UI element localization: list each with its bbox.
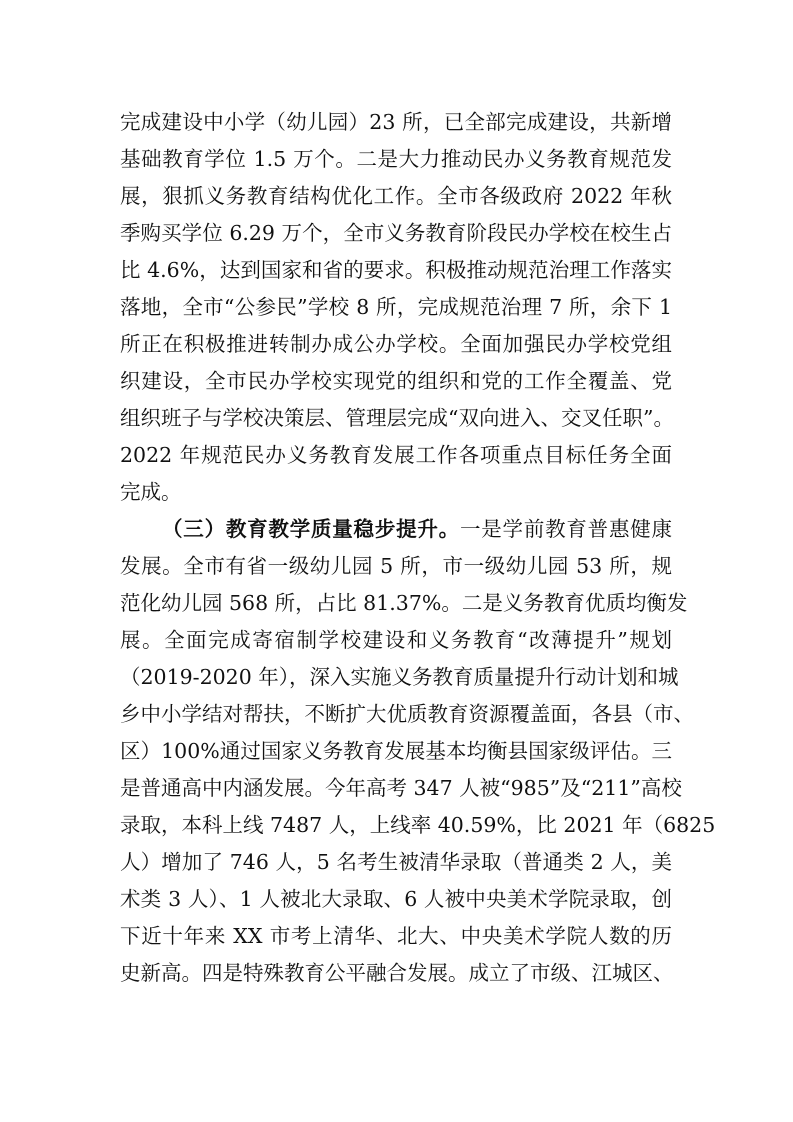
text-line: 下近十年来 XX 市考上清华、北大、中央美术学院人数的历	[120, 924, 672, 948]
text-line: （2019-2020 年），深入实施义务教育质量提升行动计划和城	[120, 665, 679, 689]
text-line: 史新高。四是特殊教育公平融合发展。成立了市级、江城区、	[120, 961, 674, 985]
text-line: 是普通高中内涵发展。今年高考 347 人被“985”及“211”高校	[120, 776, 682, 800]
text-line: 发展。全市有省一级幼儿园 5 所，市一级幼儿园 53 所，规	[120, 554, 672, 578]
paragraph-private-education	[120, 104, 672, 511]
paragraph-education-quality	[120, 511, 716, 992]
text-line: 所正在积极推进转制办成公办学校。全面加强民办学校党组	[120, 332, 672, 356]
text-line: 展。全面完成寄宿制学校建设和义务教育“改薄提升”规划	[120, 628, 672, 652]
text-line: 展，狠抓义务教育结构优化工作。全市各级政府 2022 年秋	[120, 184, 672, 208]
text-line: 录取，本科上线 7487 人，上线率 40.59%，比 2021 年（6825	[120, 813, 716, 837]
text-line: 完成建设中小学（幼儿园）23 所，已全部完成建设，共新增	[120, 110, 672, 134]
text-line: 乡中小学结对帮扶，不断扩大优质教育资源覆盖面，各县（市、	[120, 702, 694, 726]
text-line: 完成。	[120, 480, 182, 504]
text-line: 比 4.6%，达到国家和省的要求。积极推动规范治理工作落实	[120, 258, 672, 282]
section-heading: （三）教育教学质量稳步提升。	[162, 517, 460, 541]
section-heading-line	[120, 511, 672, 548]
text-line: 织建设，全市民办学校实现党的组织和党的工作全覆盖、党	[120, 369, 672, 393]
text-line: 2022 年规范民办义务教育发展工作各项重点目标任务全面	[120, 443, 672, 467]
text-line: 范化幼儿园 568 所，占比 81.37%。二是义务教育优质均衡发	[120, 591, 688, 615]
text-line: 区）100%通过国家义务教育发展基本均衡县国家级评估。三	[120, 739, 672, 763]
text-line: 基础教育学位 1.5 万个。二是大力推动民办义务教育规范发	[120, 147, 672, 171]
text-line: 落地，全市“公参民”学校 8 所，完成规范治理 7 所，余下 1	[120, 295, 672, 319]
text-line: 组织班子与学校决策层、管理层完成“双向进入、交叉任职”。	[120, 406, 674, 430]
text-line: 季购买学位 6.29 万个，全市义务教育阶段民办学校在校生占	[120, 221, 672, 245]
text-line: 人）增加了 746 人，5 名考生被清华录取（普通类 2 人，美	[120, 850, 672, 874]
text-line: 术类 3 人）、1 人被北大录取、6 人被中央美术学院录取，创	[120, 887, 672, 911]
text-run: 一是学前教育普惠健康	[459, 517, 673, 541]
body-text	[120, 104, 716, 992]
